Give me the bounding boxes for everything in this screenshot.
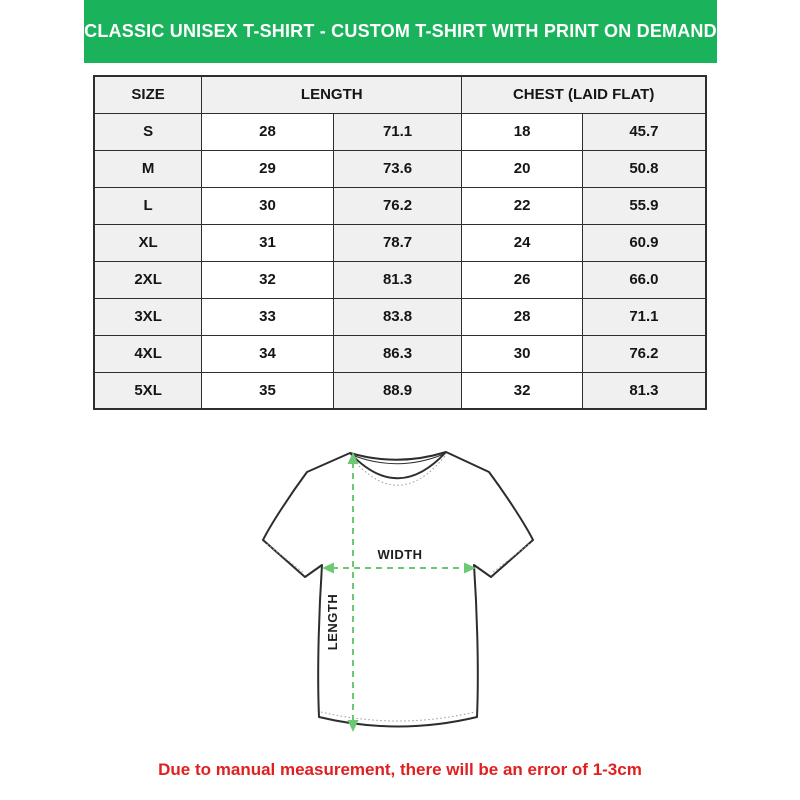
cell-length-in: 34 <box>202 335 334 372</box>
table-header-row <box>94 76 706 113</box>
width-label: WIDTH <box>377 547 423 562</box>
column-header-size: SIZE <box>94 76 202 113</box>
cell-length-cm: 88.9 <box>333 372 462 409</box>
cell-length-cm: 73.6 <box>333 150 462 187</box>
size-chart-table <box>93 75 707 410</box>
column-header-length: LENGTH <box>202 76 462 113</box>
cell-length-in: 28 <box>202 113 334 150</box>
cell-chest-in: 28 <box>462 298 583 335</box>
table-row <box>94 150 706 187</box>
cell-length-cm: 78.7 <box>333 224 462 261</box>
table-row <box>94 335 706 372</box>
cell-chest-in: 22 <box>462 187 583 224</box>
cell-length-in: 30 <box>202 187 334 224</box>
column-header-chest: CHEST (LAID FLAT) <box>462 76 706 113</box>
table-row <box>94 298 706 335</box>
cell-chest-cm: 55.9 <box>582 187 706 224</box>
table-row <box>94 113 706 150</box>
length-arrowhead-bottom <box>348 720 359 732</box>
cell-length-in: 32 <box>202 261 334 298</box>
cell-chest-in: 32 <box>462 372 583 409</box>
cell-size: 2XL <box>94 261 202 298</box>
cell-chest-cm: 76.2 <box>582 335 706 372</box>
cell-chest-in: 18 <box>462 113 583 150</box>
cell-chest-cm: 50.8 <box>582 150 706 187</box>
cell-length-in: 29 <box>202 150 334 187</box>
cell-chest-in: 26 <box>462 261 583 298</box>
cell-length-in: 31 <box>202 224 334 261</box>
page-title: CLASSIC UNISEX T-SHIRT - CUSTOM T-SHIRT WITH PRINT ON DEMAND <box>84 21 717 41</box>
cell-size: XL <box>94 224 202 261</box>
cell-size: 5XL <box>94 372 202 409</box>
cell-length-cm: 86.3 <box>333 335 462 372</box>
cell-length-in: 35 <box>202 372 334 409</box>
cell-chest-cm: 66.0 <box>582 261 706 298</box>
table-row <box>94 372 706 409</box>
cell-size: 4XL <box>94 335 202 372</box>
cell-chest-cm: 71.1 <box>582 298 706 335</box>
table-row <box>94 224 706 261</box>
cell-length-cm: 81.3 <box>333 261 462 298</box>
table-row <box>94 261 706 298</box>
title-banner <box>84 0 717 63</box>
cell-size: 3XL <box>94 298 202 335</box>
cell-chest-in: 20 <box>462 150 583 187</box>
tshirt-diagram <box>240 440 560 760</box>
cell-chest-in: 24 <box>462 224 583 261</box>
measurement-error-note: Due to manual measurement, there will be an error of 1-3cm <box>158 760 642 779</box>
tshirt-outline <box>263 452 533 727</box>
cell-length-cm: 71.1 <box>333 113 462 150</box>
cell-length-in: 33 <box>202 298 334 335</box>
cell-chest-cm: 60.9 <box>582 224 706 261</box>
cell-chest-in: 30 <box>462 335 583 372</box>
cell-length-cm: 83.8 <box>333 298 462 335</box>
length-label: LENGTH <box>325 593 340 651</box>
cell-size: S <box>94 113 202 150</box>
cell-length-cm: 76.2 <box>333 187 462 224</box>
cell-size: L <box>94 187 202 224</box>
size-chart-container <box>93 75 707 410</box>
table-row <box>94 187 706 224</box>
cell-chest-cm: 45.7 <box>582 113 706 150</box>
table-body <box>94 113 706 409</box>
cell-size: M <box>94 150 202 187</box>
cell-chest-cm: 81.3 <box>582 372 706 409</box>
